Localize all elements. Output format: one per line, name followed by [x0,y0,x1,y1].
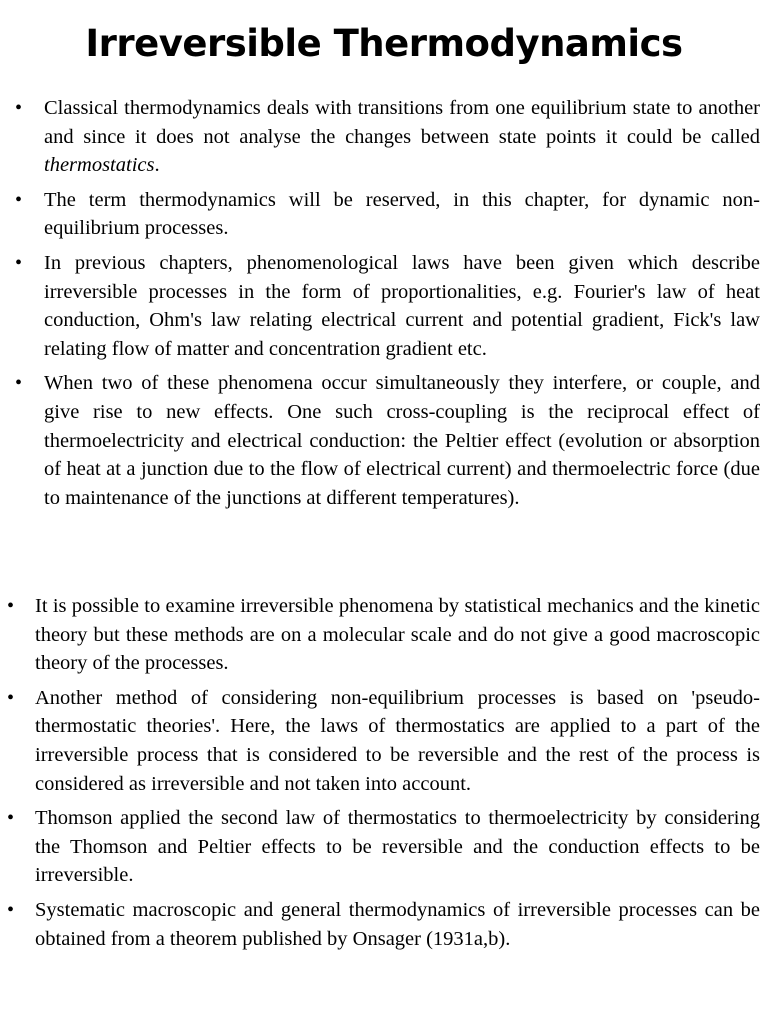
bullet-list-1 [15,94,760,518]
list-item [7,592,760,678]
bullet-list-2 [7,592,760,959]
list-item [7,896,760,953]
list-item [15,94,760,180]
list-item-text: When two of these phenomena occur simultaneously they interfere, or couple, and give rise to new effects. One such cross-coupling is the reciprocal effect of thermoelectricity and electrical conduction: the Peltier effect (evolution or absorption of heat at a junction due to the flow of electrical current) and thermoelectric force (due to maintenance of the junctions at different temperatures). [44,372,760,509]
list-item-text: Thomson applied the second law of thermostatics to thermoelectricity by considering the Thomson and Peltier effects to be reversible and the conduction effects to be irreversible. [35,807,760,887]
bullet-icon: • [7,595,15,617]
list-item [7,684,760,798]
list-item-text: In previous chapters, phenomenological laws have been given which describe irreversible processes in the form of proportionalities, e.g. Fourier's law of heat conduction, Ohm's law relating electrical current and potential gradient, Fick's law relating flow of matter and concentration gradient etc. [44,251,760,360]
list-item-text: Systematic macroscopic and general thermodynamics of irreversible processes can be obtained from a theorem published by Onsager (1931a,b). [35,898,760,950]
list-item [15,249,760,363]
list-item [7,804,760,890]
bullet-icon: • [15,97,23,119]
page-title: Irreversible Thermodynamics [85,22,683,65]
bullet-icon: • [7,898,15,921]
bullet-icon: • [7,686,15,709]
bullet-icon: • [15,251,23,274]
list-item-text: It is possible to examine irreversible phenomena by statistical mechanics and the kinetic theory but these methods are on a molecular scale and do not give a good macroscopic theory of the processes. [35,595,760,675]
bullet-icon: • [7,807,15,830]
list-item-text: The term thermodynamics will be reserved, in this chapter, for dynamic non-equilibrium processes. [44,188,760,240]
list-item [15,369,760,512]
emphasized-term: thermostatics [44,154,155,177]
list-item-text: Classical thermodynamics deals with transitions from one equilibrium state to another and since it does not analyse the changes between state points it could be called [44,97,760,148]
bullet-icon: • [15,372,23,395]
list-item [15,186,760,243]
bullet-icon: • [15,188,23,211]
list-item-text-end: . [154,154,160,177]
list-item-text: Another method of considering non-equilibrium processes is based on 'pseudo-thermostatic theories'. Here, the laws of thermostatics are applied to a part of the irreversible process that is considered to be reversible and the rest of the process is considered as irreversible and not taken into account. [35,686,760,795]
